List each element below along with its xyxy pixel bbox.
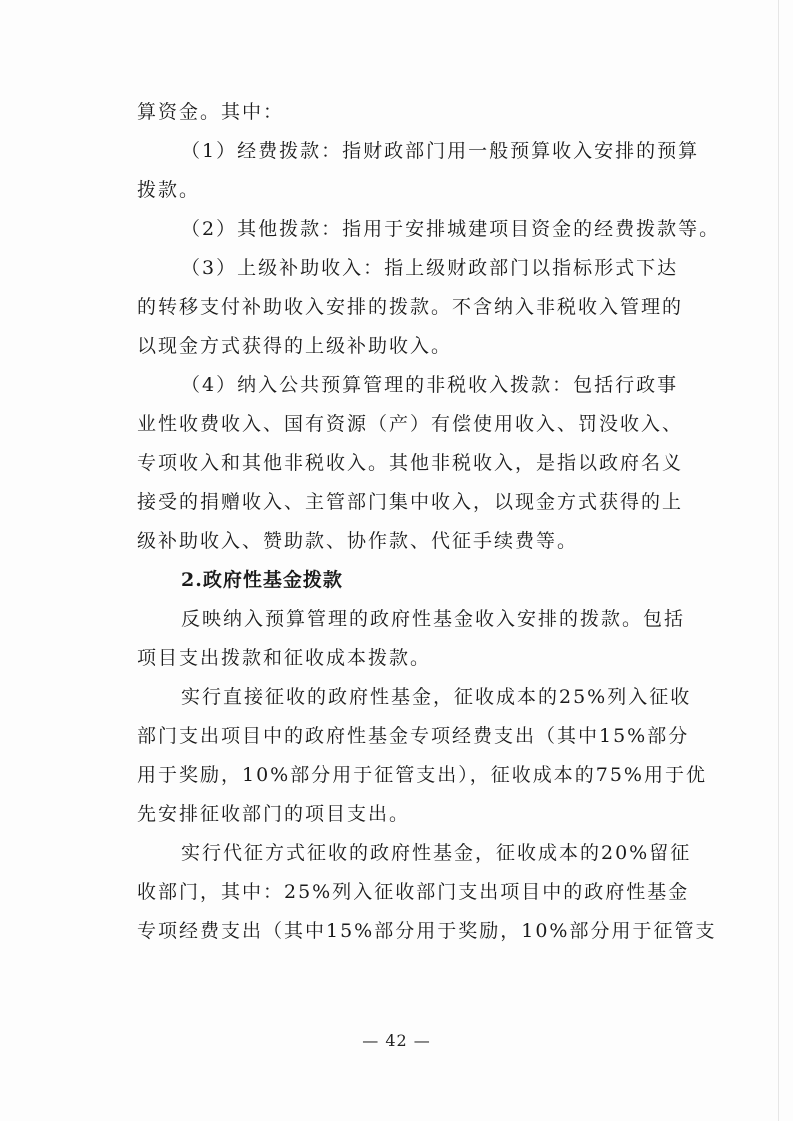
text-line: 部门支出项目中的政府性基金专项经费支出（其中15%部分 [137, 725, 690, 747]
text-line: （3）上级补助收入：指上级财政部门以指标形式下达 [181, 257, 679, 279]
page-number: — 42 — [362, 1031, 431, 1050]
body-text [137, 93, 721, 951]
text-line: 业性收费收入、国有资源（产）有偿使用收入、罚没收入、 [137, 413, 684, 435]
text-line: 专项经费支出（其中15%部分用于奖励，10%部分用于征管支 [137, 920, 717, 942]
text-line: 接受的捐赠收入、主管部门集中收入，以现金方式获得的上 [137, 491, 684, 513]
text-line: 收部门，其中：25%列入征收部门支出项目中的政府性基金 [137, 881, 690, 903]
text-line: 拨款。 [137, 179, 201, 201]
text-line: 以现金方式获得的上级补助收入。 [137, 335, 453, 357]
text-line: 项目支出拨款和征收成本拨款。 [137, 647, 432, 669]
text-line: 实行直接征收的政府性基金，征收成本的25%列入征收 [181, 686, 692, 708]
scan-edge-line [778, 0, 779, 1121]
text-line: 算资金。其中： [137, 101, 285, 123]
section-heading: 2.政府性基金拨款 [181, 569, 343, 591]
text-line: 反映纳入预算管理的政府性基金收入安排的拨款。包括 [181, 608, 686, 630]
text-line: 的转移支付补助收入安排的拨款。不含纳入非税收入管理的 [137, 296, 684, 318]
text-line: 专项收入和其他非税收入。其他非税收入，是指以政府名义 [137, 452, 684, 474]
text-line: 级补助收入、赞助款、协作款、代征手续费等。 [137, 530, 579, 552]
text-line: （4）纳入公共预算管理的非税收入拨款：包括行政事 [181, 374, 679, 396]
text-line: 实行代征方式征收的政府性基金，征收成本的20%留征 [181, 842, 692, 864]
text-line: （2）其他拨款：指用于安排城建项目资金的经费拨款等。 [181, 218, 721, 240]
text-line: 用于奖励，10%部分用于征管支出），征收成本的75%用于优 [137, 764, 707, 786]
text-line: 先安排征收部门的项目支出。 [137, 803, 411, 825]
text-line: （1）经费拨款：指财政部门用一般预算收入安排的预算 [181, 140, 700, 162]
